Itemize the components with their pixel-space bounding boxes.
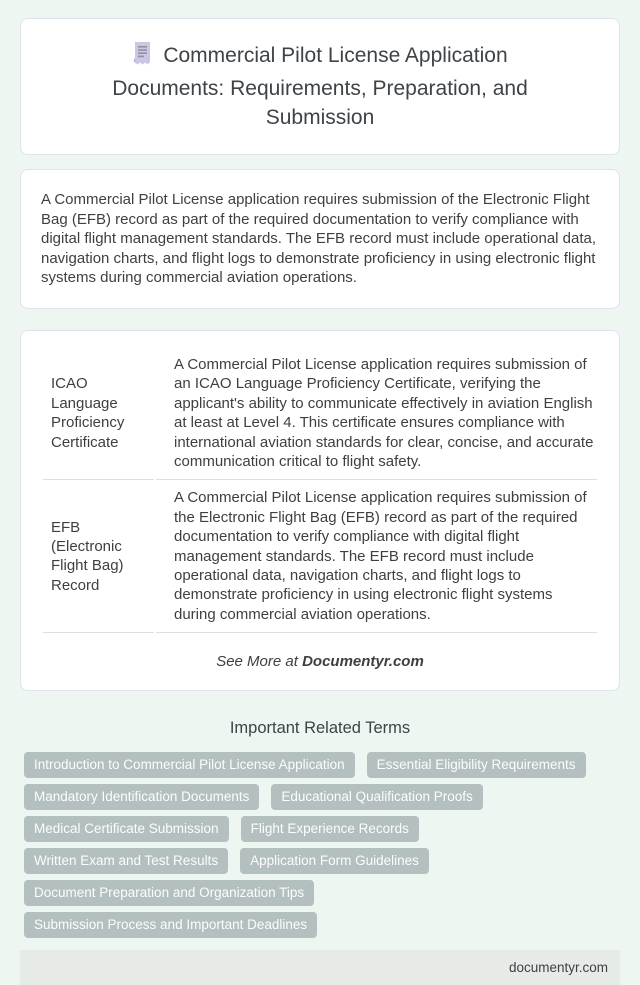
glossary-term: ICAO Language Proficiency Certificate	[43, 347, 154, 480]
tag-medical[interactable]: Medical Certificate Submission	[24, 816, 229, 842]
receipt-icon	[132, 41, 153, 74]
intro-paragraph: A Commercial Pilot License application requires submission of the Electronic Flight Bag (EFB) record as part of the required documentation to verify compliance with digital flight management standards. The EFB record must include operational data, navigation charts, and flight logs to demonstrate proficiency in using electronic flight systems during commercial aviation operations.	[41, 191, 597, 287]
tag-application-form[interactable]: Application Form Guidelines	[240, 848, 429, 874]
tag-identification[interactable]: Mandatory Identification Documents	[24, 784, 259, 810]
glossary-table	[41, 347, 599, 633]
related-terms-heading: Important Related Terms	[229, 719, 411, 738]
footer-bar	[20, 950, 620, 985]
page-title-text: Commercial Pilot License Application Documents: Requirements, Preparation, and Submission	[112, 44, 528, 129]
tag-written-exam[interactable]: Written Exam and Test Results	[24, 848, 228, 874]
footer-site-label: documentyr.com	[508, 960, 608, 976]
see-more-brand: Documentyr.com	[302, 653, 424, 671]
page-title	[91, 41, 549, 132]
tag-introduction[interactable]: Introduction to Commercial Pilot License Application	[24, 752, 355, 778]
see-more-line	[41, 653, 599, 670]
tag-flight-experience[interactable]: Flight Experience Records	[241, 816, 419, 842]
table-row	[43, 480, 597, 633]
intro-card	[20, 169, 620, 309]
glossary-definition: A Commercial Pilot License application requires submission of an ICAO Language Proficiency Certificate, verifying the applicant's ability to communicate effectively in aviation English at least at Level 4. This certificate ensures compliance with international aviation standards for clear, concise, and accurate communication critical to flight safety.	[156, 347, 597, 480]
related-terms-tags	[0, 752, 640, 938]
title-card	[20, 18, 620, 155]
see-more-prefix: See More at	[216, 653, 303, 671]
tag-document-preparation[interactable]: Document Preparation and Organization Tips	[24, 880, 314, 906]
tag-submission-process[interactable]: Submission Process and Important Deadlines	[24, 912, 317, 938]
glossary-card	[20, 330, 620, 691]
glossary-definition: A Commercial Pilot License application requires submission of the Electronic Flight Bag (EFB) record as part of the required documentation to verify compliance with digital flight management standards. The EFB record must include operational data, navigation charts, and flight logs to demonstrate proficiency in using electronic flight systems during commercial aviation operations.	[156, 480, 597, 633]
glossary-term: EFB (Electronic Flight Bag) Record	[43, 480, 154, 633]
tag-educational[interactable]: Educational Qualification Proofs	[271, 784, 482, 810]
tag-eligibility[interactable]: Essential Eligibility Requirements	[367, 752, 586, 778]
table-row	[43, 347, 597, 480]
